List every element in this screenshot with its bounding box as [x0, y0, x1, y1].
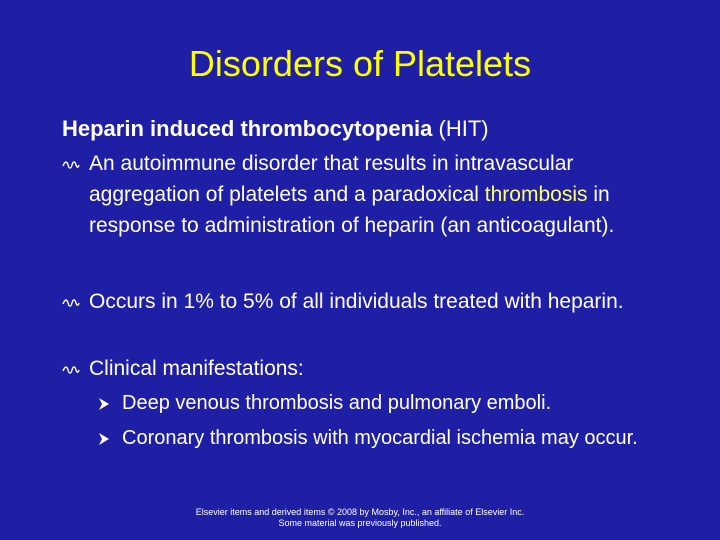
wavy-bullet-icon	[62, 365, 80, 375]
wavy-bullet-icon	[62, 160, 80, 170]
subbullet-item	[98, 423, 658, 483]
footer-line: Some material was previously published.	[278, 518, 442, 528]
bullet-text	[89, 148, 669, 241]
bullet-text: Clinical manifestations:	[89, 357, 304, 380]
bullet-item	[62, 353, 662, 384]
subtitle-bold: Heparin induced thrombocytopenia	[62, 116, 433, 141]
footer-line: Elsevier items and derived items © 2008 by Mosby, Inc., an affiliate of Elsevier Inc.	[195, 507, 525, 517]
subbullet-text: Coronary thrombosis with myocardial ischemia may occur.	[122, 427, 638, 449]
copyright-footer	[0, 507, 720, 529]
arrowhead-icon	[98, 432, 110, 446]
highlight-term: thrombosis	[484, 183, 588, 206]
slide-title: Disorders of Platelets	[188, 43, 532, 84]
subbullet-text: Deep venous thrombosis and pulmonary emboli.	[122, 392, 552, 414]
bullet-item	[62, 286, 662, 348]
bullet-text-part: An autoimmune disorder that results in intravascular aggregation of platelets and a paradoxical	[89, 152, 574, 206]
subtitle-abbrev: (HIT)	[432, 116, 489, 141]
wavy-bullet-icon	[62, 298, 80, 308]
bullet-item	[62, 148, 662, 272]
arrowhead-icon	[98, 397, 110, 411]
slide-subtitle	[62, 116, 489, 142]
bullet-text-part: in response to administration of heparin (an anticoagulant).	[89, 183, 615, 237]
bullet-text: Occurs in 1% to 5% of all individuals treated with heparin.	[89, 290, 624, 313]
subbullet-item	[98, 388, 658, 418]
